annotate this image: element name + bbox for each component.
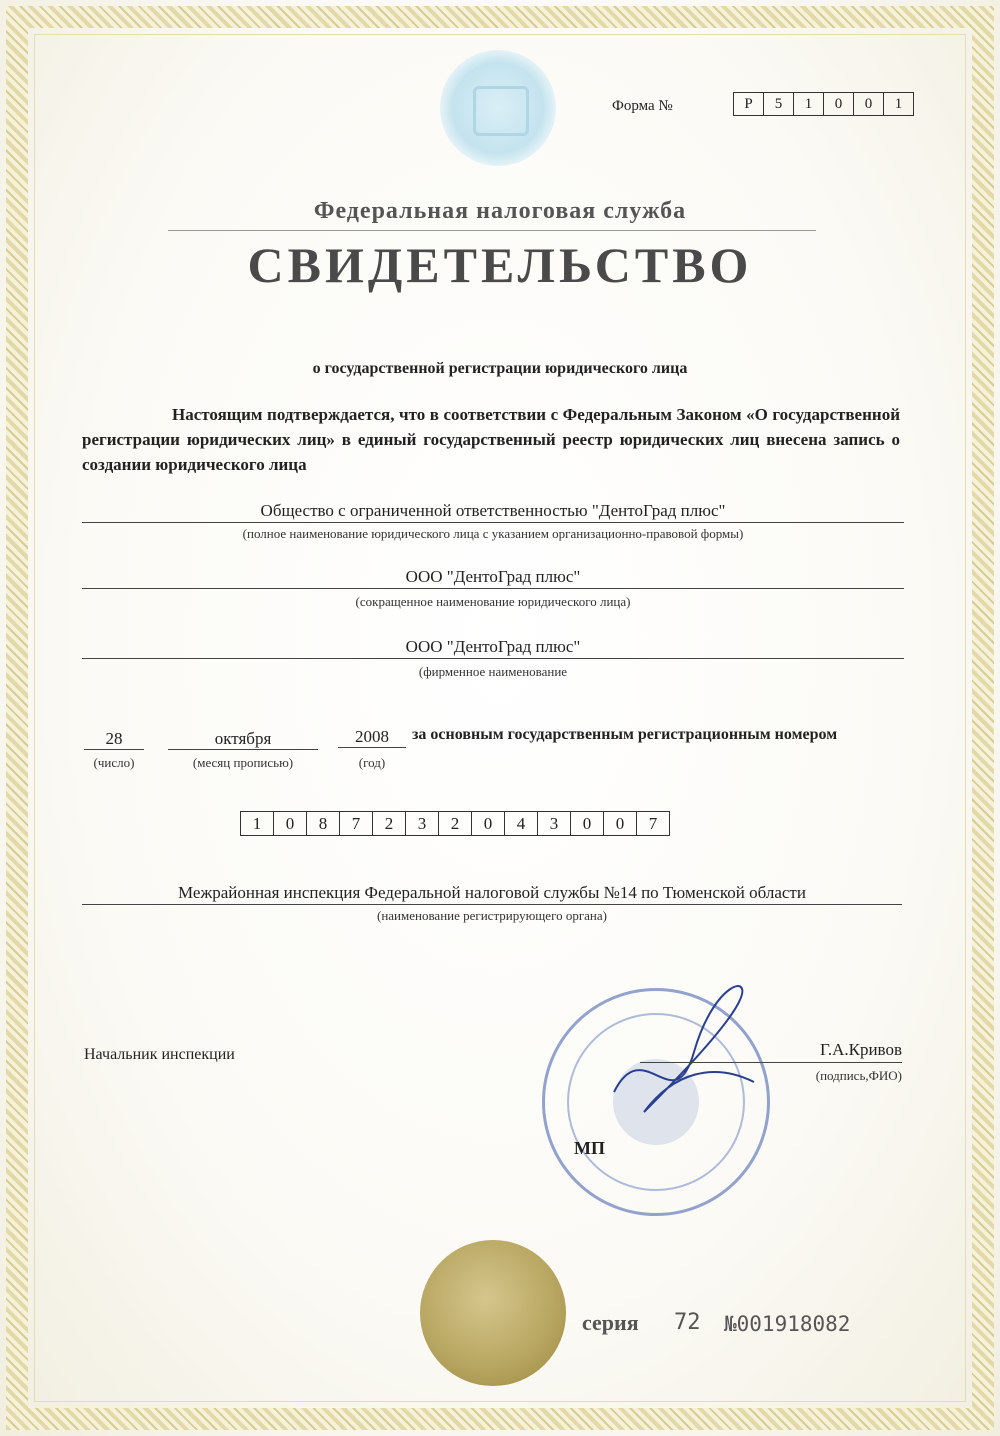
signature-line [640,1062,902,1063]
date-year: 2008 [338,727,406,748]
ogrn-digit: 1 [241,812,274,835]
ogrn-digit: 3 [406,812,439,835]
ogrn-digit: 7 [340,812,373,835]
form-code-cell: Р [734,93,764,115]
authority-field: Межрайонная инспекция Федеральной налоговой службы №14 по Тюменской области [82,882,902,905]
document-title: СВИДЕТЕЛЬСТВО [247,237,753,293]
full-name-field: Общество с ограниченной ответственностью "ДентоГрад плюс" [82,500,904,523]
form-code [733,92,914,116]
firm-name-field: ООО "ДентоГрад плюс" [82,636,904,659]
gold-seal-icon [420,1240,566,1386]
ogrn-digit: 2 [439,812,472,835]
form-code-cell: 1 [794,93,824,115]
stamp-mark: МП [574,1138,605,1158]
date-month-hint: (месяц прописью) [192,755,294,770]
date-month: октября [168,729,318,750]
serial-number: №001918082 [724,1312,851,1336]
short-name-field: ООО "ДентоГрад плюс" [82,566,904,589]
signature-icon [604,972,764,1132]
document-subtitle: о государственной регистрации юридического лица [312,360,688,377]
ogrn-digit: 0 [571,812,604,835]
ogrn-digit: 0 [472,812,505,835]
ogrn-digit: 0 [604,812,637,835]
fns-emblem-icon [440,50,556,166]
ogrn-digit: 0 [274,812,307,835]
divider [168,230,816,231]
form-label: Форма № [612,98,673,114]
signatory-name: Г.А.Кривов [819,1040,902,1059]
ogrn-digit: 7 [648,814,658,833]
form-code-cell: 1 [894,96,903,112]
date-day-hint: (число) [93,755,135,770]
ogrn-digit: 4 [505,812,538,835]
ogrn-digit: 3 [538,812,571,835]
intro-text: Настоящим подтверждается, что в соответствии с Федеральным Законом «О государственной регистрации юридических лиц» в единый государственный реестр юридических лиц внесена запись о создании юридического лица [82,405,900,474]
form-code-cell: 0 [854,93,884,115]
authority-hint: (наименование регистрирующего органа) [376,908,607,923]
full-name-hint: (полное наименование юридического лица с указанием организационно-правовой формы) [242,526,744,541]
date-year-hint: (год) [358,755,386,770]
series-label: серия [582,1310,639,1335]
ogrn-digit: 2 [373,812,406,835]
intro-paragraph [82,402,900,477]
service-name: Федеральная налоговая служба [313,198,687,224]
signatory-position: Начальник инспекции [84,1046,235,1063]
form-code-cell: 5 [764,93,794,115]
form-code-cell: 0 [824,93,854,115]
date-day: 28 [84,729,144,750]
short-name-hint: (сокращенное наименование юридического лица) [355,594,631,609]
ogrn-number [240,811,670,836]
signature-hint: (подпись,ФИО) [815,1068,902,1083]
series-number: 72 [674,1310,701,1335]
ogrn-digit: 8 [307,812,340,835]
firm-name-hint: (фирменное наименование [418,664,568,679]
ogrn-caption: за основным государственным регистрационным номером [412,726,838,743]
